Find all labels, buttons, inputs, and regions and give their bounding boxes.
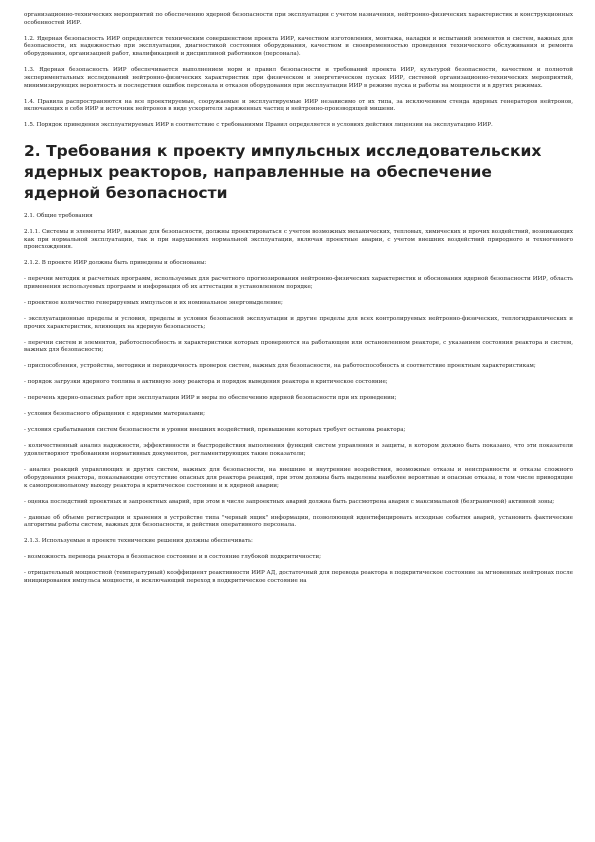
section-body (24, 213, 573, 586)
paragraph: 2.1.2. В проекте ИИР должны быть приведены и обоснованы: (24, 260, 207, 267)
list-item: - данные об объеме регистрации и хранения в устройстве типа "черный ящик" информации, позволяющей идентифицировать исходные события аварий, установить фактические алгоритмы работы систем, важных для безопасности, и действия оперативного персонала. (24, 514, 573, 529)
list-item: - приспособления, устройства, методики и периодичность проверок систем, важных для безопасности, на работоспособность и соответствие проектным характеристикам; (24, 363, 536, 370)
list-item: - условия срабатывания систем безопасности и уровни внешних воздействий, превышение которых требует останова реактора; (24, 427, 406, 434)
paragraph: 2.1.1. Системы и элементы ИИР, важные для безопасности, должны проектироваться с учетом возможных механических, тепловых, химических и прочих воздействий, возникающих как при нормальной эксплуатации, так и при нарушениях нормальной эксплуатации, включая проектные аварии, с учетом внешних воздействий природного и техногенного происхождения. (24, 228, 573, 251)
list-item: - перечень ядерно-опасных работ при эксплуатации ИИР и меры по обеспечению ядерной безопасности при их проведении; (24, 395, 397, 402)
list-item: - отрицательный мощностной (температурный) коэффициент реактивности ИИР АД, достаточный для перевода реактора в подкритическое состояние за мгновенных нейтронах после инициирования импульса мощности, и исключающий переход в подкритическое состояние на (24, 570, 573, 584)
paragraph: 2.1. Общие требования (24, 212, 93, 219)
list-item: - анализ реакций управляющих и других систем, важных для безопасности, на внешние и внутренние воздействия, возможные отказы и неисправности и отказы сложного оборудования реактора, показывающие отсутствие опасных для реактора реакций, при этом должны быть выделены наиболее вероятные и опасные отказы, в том числе приводящие к самопроизвольному выходу реактора в критическое состояние и к ядерной аварии; (24, 467, 573, 489)
section-heading: 2. Требования к проекту импульсных исследовательских ядерных реакторов, направленные на обеспечение ядерной безопасности (24, 141, 542, 202)
list-item: - перечни методик и расчетных программ, используемых для расчетного прогнозирования нейтронно-физических характеристик и обоснования ядерной безопасности ИИР, область применения используемых программ и информация об их аттестации в установленном порядке; (24, 276, 573, 291)
paragraph: 1.3. Ядерная безопасность ИИР обеспечивается выполнением норм и правил безопасности и требований проекта ИИР, культурой безопасности, качеством и полнотой экспериментальных исследований нейтронно-физических характеристик при физическом и энергетическом пусках ИИР, системой организационно-технических мероприятий, минимизирующих вероятность и последствия ошибок персонала и отказов оборудования при эксплуатации ИИР в режиме пуска и работы на мощности и в других режимах. (24, 67, 573, 89)
paragraph: 1.5. Порядок приведения эксплуатируемых ИИР в соответствие с требованиями Правил определяется в условиях действия лицензии на эксплуатацию ИИР. (24, 122, 493, 129)
list-item: - проектное количество генерируемых импульсов и их номинальное энерговыделение; (24, 300, 283, 307)
paragraph: организационно-технических мероприятий по обеспечению ядерной безопасности при эксплуатации с учетом назначения, нейтронно-физических характеристик и конструкционных особенностей ИИР. (24, 12, 573, 26)
paragraph: 1.4. Правила распространяются на все проектируемые, сооружаемые и эксплуатируемые ИИР независимо от их типа, за исключением стенда ядерных генераторов нейтронов, включающих в себя ИИР и источник нейтронов в виде ускорителя заряженных частиц и нейтронно-производящей мишени. (24, 98, 573, 113)
list-item: - количественный анализ надежности, эффективности и быстродействия выполнения функций систем управления и защиты, в котором должно быть показано, что эти показатели удовлетворяют требованиям нормативных документов, регламентирующих такие показатели; (24, 443, 573, 458)
list-item: - эксплуатационные пределы и условия, пределы и условия безопасной эксплуатации и другие пределы для всех контролируемых нейтронно-физических, теплогидравлических и прочих характеристик, влияющих на ядерную безопасность; (24, 316, 573, 330)
list-item: - возможность перевода реактора в безопасное состояние и в состояние глубокой подкритичности; (24, 554, 321, 561)
paragraph: 2.1.3. Используемые в проекте технические решения должны обеспечивать: (24, 538, 253, 545)
list-item: - порядок загрузки ядерного топлива в активную зону реактора и порядок выведения реактора в критическое состояние; (24, 379, 388, 386)
paragraph: 1.2. Ядерная безопасность ИИР определяется техническим совершенством проекта ИИР, качеством изготовления, монтажа, наладки и испытаний элементов и систем, важных для безопасности, их надежностью при эксплуатации, диагностикой состояния оборудования, качеством и своевременностью проведения технического обслуживания и ремонта оборудования, организацией работ, квалификацией и дисциплиной работников (персонала). (24, 35, 573, 58)
intro-section (24, 12, 573, 130)
list-item: - условия безопасного обращения с ядерными материалами; (24, 411, 205, 418)
list-item: - перечни систем и элементов, работоспособность и характеристики которых проверяются на работающем или остановленном реакторе, с указанием состояния реактора и систем, важных для безопасности; (24, 339, 573, 354)
list-item: - оценка последствий проектных и запроектных аварий, при этом в числе запроектных аварий должна быть рассмотрена авария с максимальной (безграничной) активной зоны; (24, 498, 555, 505)
